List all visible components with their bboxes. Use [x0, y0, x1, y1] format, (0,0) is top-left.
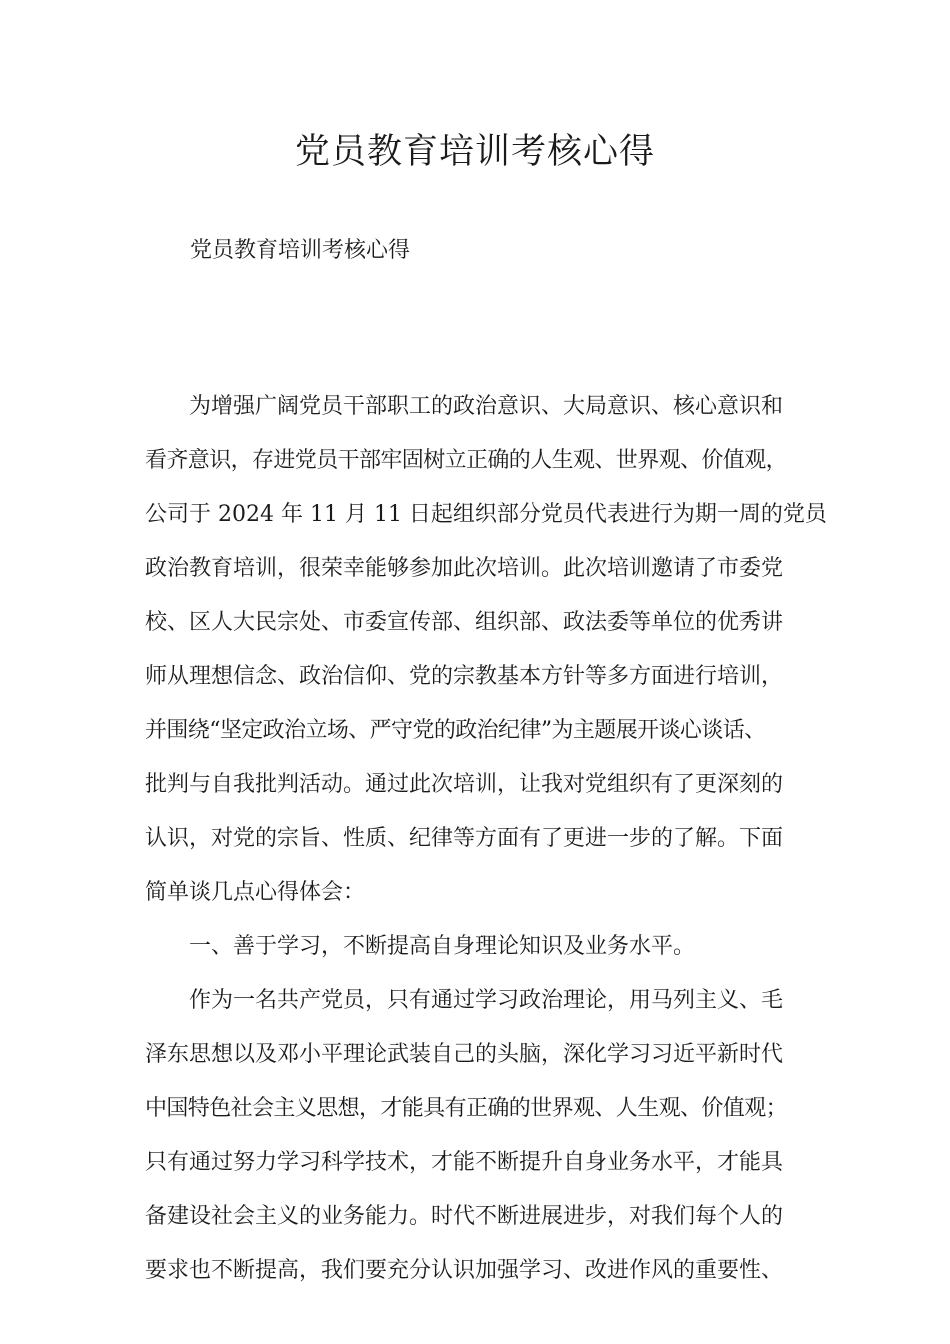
- paragraph-line: 要求也不断提高，我们要充分认识加强学习、改进作风的重要性、: [145, 1258, 784, 1283]
- paragraph-line: 备建设社会主义的业务能力。时代不断进展进步，对我们每个人的: [145, 1204, 784, 1229]
- document-title: 党员教育培训考核心得: [294, 132, 655, 172]
- paragraph-study: [145, 974, 825, 1298]
- paragraph-line: 认识，对党的宗旨、性质、纪律等方面有了更进一步的了解。下面: [145, 826, 784, 851]
- paragraph-line: 政治教育培训，很荣幸能够参加此次培训。此次培训邀请了市委党: [145, 556, 784, 581]
- paragraph-line: 泽东思想以及邓小平理论武装自己的头脑，深化学习习近平新时代: [145, 1042, 784, 1067]
- paragraph-line: 看齐意识，存进党员干部牢固树立正确的人生观、世界观、价值观，: [145, 448, 788, 473]
- paragraph-intro: [145, 380, 825, 920]
- paragraph-line: 只有通过努力学习科学技术，才能不断提升自身业务水平，才能具: [145, 1150, 784, 1175]
- paragraph-line: 批判与自我批判活动。通过此次培训，让我对党组织有了更深刻的: [145, 772, 784, 797]
- document-body: [145, 380, 825, 1298]
- paragraph-line: 公司于 2024 年 11 月 11 日起组织部分党员代表进行为期一周的党员: [145, 502, 827, 527]
- paragraph-line: 中国特色社会主义思想，才能具有正确的世界观、人生观、价值观；: [145, 1096, 788, 1121]
- document-subtitle: 党员教育培训考核心得: [190, 238, 411, 263]
- paragraph-line: 作为一名共产党员，只有通过学习政治理论，用马列主义、毛: [189, 988, 784, 1013]
- paragraph-line: 为增强广阔党员干部职工的政治意识、大局意识、核心意识和: [189, 394, 784, 419]
- paragraph-line: 并围绕“坚定政治立场、严守党的政治纪律”为主题展开谈心谈话、: [145, 718, 766, 743]
- paragraph-line: 校、区人大民宗处、市委宣传部、组织部、政法委等单位的优秀讲: [145, 610, 784, 635]
- section-heading-1: 一、善于学习，不断提高自身理论知识及业务水平。: [189, 934, 696, 959]
- paragraph-line: 简单谈几点心得体会：: [145, 880, 366, 905]
- paragraph-line: 师从理想信念、政治信仰、党的宗教基本方针等多方面进行培训，: [145, 664, 784, 689]
